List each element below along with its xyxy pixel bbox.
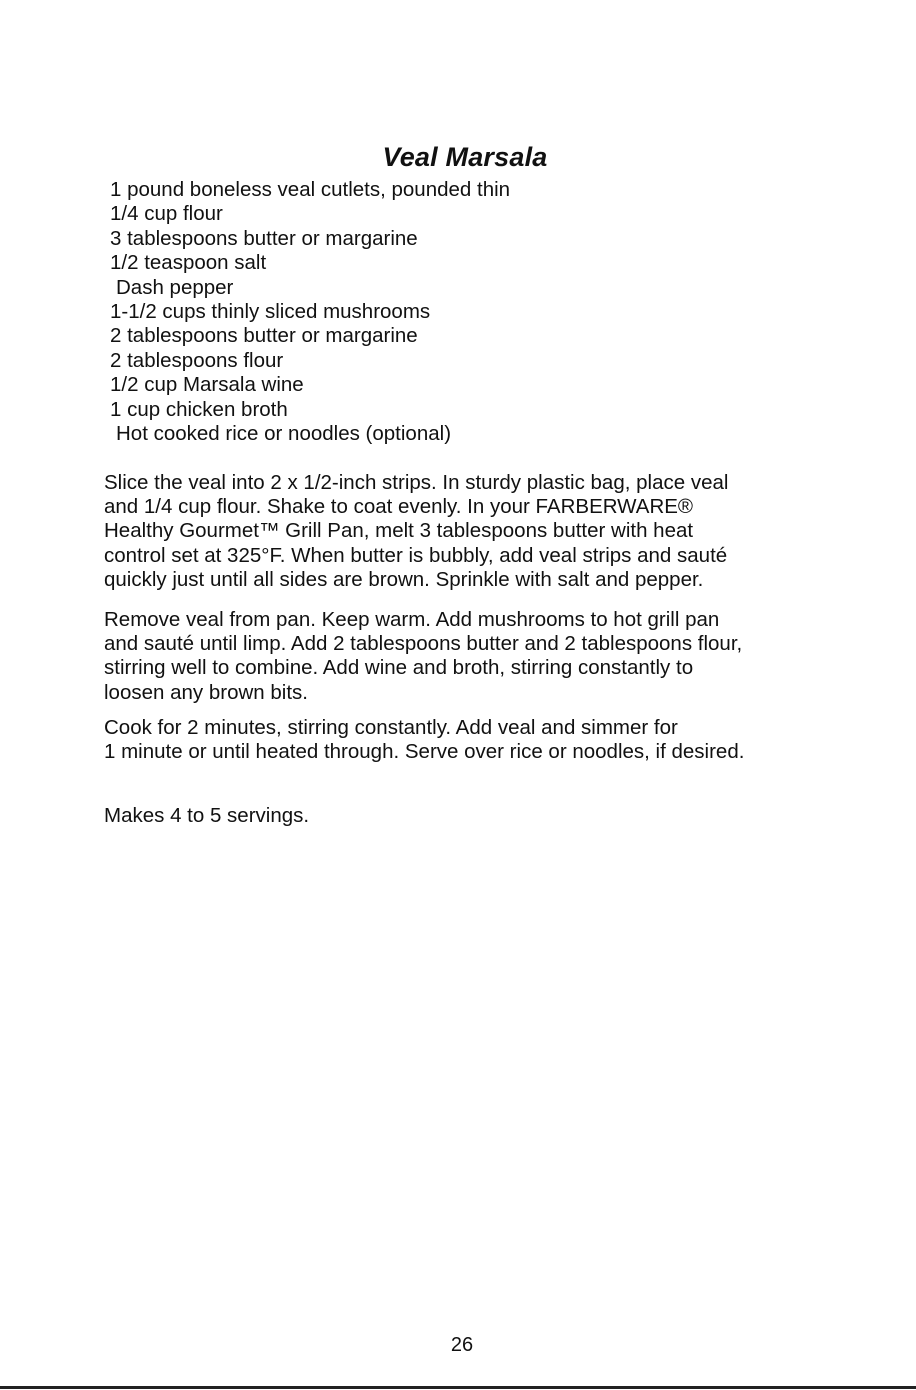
ingredient-item: 1 pound boneless veal cutlets, pounded thin	[110, 178, 511, 201]
ingredient-item: Hot cooked rice or noodles (optional)	[116, 422, 452, 446]
ingredient-item: 1/2 teaspoon salt	[110, 251, 267, 275]
ingredient-item: 1 cup chicken broth	[110, 397, 288, 421]
ingredient-item: 1-1/2 cups thinly sliced mushrooms	[110, 300, 431, 324]
directions-line: and 1/4 cup flour. Shake to coat evenly. In your FARBERWARE®	[104, 495, 694, 519]
directions-paragraph-3	[104, 716, 824, 764]
directions-line: control set at 325°F. When butter is bubbly, add veal strips and sauté	[104, 543, 728, 567]
ingredient-item: 1/2 cup Marsala wine	[110, 373, 304, 397]
servings-yield: Makes 4 to 5 servings.	[104, 804, 310, 827]
directions-paragraph-1	[104, 471, 824, 592]
ingredient-item: Dash pepper	[116, 275, 234, 299]
directions-line: Cook for 2 minutes, stirring constantly. Add veal and simmer for	[104, 716, 678, 739]
directions-line: and sauté until limp. Add 2 tablespoons butter and 2 tablespoons flour,	[104, 632, 743, 656]
directions-line: Slice the veal into 2 x 1/2-inch strips. In sturdy plastic bag, place veal	[104, 471, 729, 494]
directions-line: Healthy Gourmet™ Grill Pan, melt 3 tablespoons butter with heat	[104, 519, 694, 543]
directions-line: stirring well to combine. Add wine and broth, stirring constantly to	[104, 656, 694, 680]
ingredient-item: 2 tablespoons butter or margarine	[110, 324, 418, 348]
ingredient-item: 1/4 cup flour	[110, 202, 223, 226]
page-bottom-border	[0, 1386, 916, 1389]
ingredient-item: 3 tablespoons butter or margarine	[110, 226, 418, 250]
ingredient-item: 2 tablespoons flour	[110, 348, 284, 372]
recipe-title: Veal Marsala	[382, 142, 548, 173]
directions-line: loosen any brown bits.	[104, 680, 308, 704]
directions-paragraph-2	[104, 608, 824, 705]
directions-line: Remove veal from pan. Keep warm. Add mushrooms to hot grill pan	[104, 608, 720, 631]
directions-line: 1 minute or until heated through. Serve over rice or noodles, if desired.	[104, 740, 745, 764]
directions-line: quickly just until all sides are brown. Sprinkle with salt and pepper.	[104, 567, 704, 591]
page-number: 26	[450, 1334, 474, 1356]
ingredient-list	[110, 178, 510, 446]
